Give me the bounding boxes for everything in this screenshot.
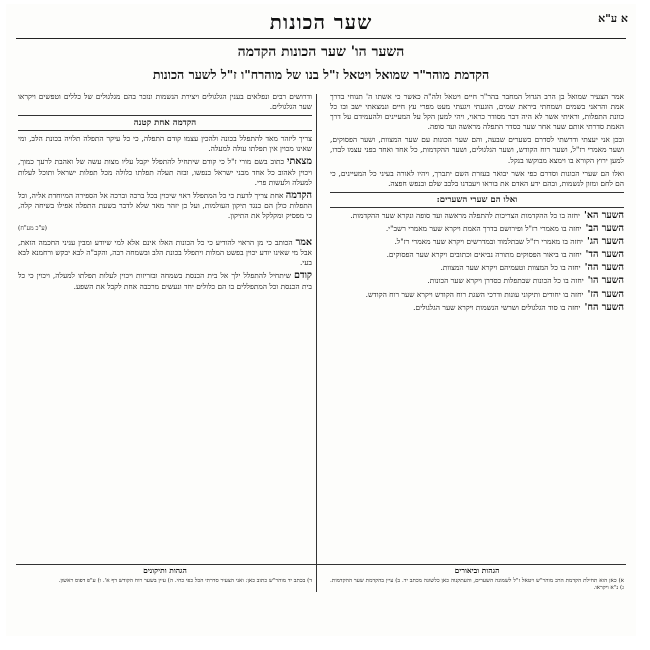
paragraph <box>18 191 312 221</box>
section-subtitle: השער הו' שער הכונות הקדמה <box>237 44 405 60</box>
source-note: (ע"כ מע"ח) <box>18 225 47 233</box>
notes-heading: הגהות ותיקונים <box>143 566 187 575</box>
paragraph-text: אחת צריך לדעת כי כל המתפלל ראוי שיכוין בכל ברכה וברכה אל הספירה המיוחדת אליה, וכל התפלות כולן הם כנגד תיקון העולמות, ועל כן יזהר מאד שלא לדבר בשעת התפלה אפילו בשיחה קלה, כי מפסיק ומקלקל את התיקון. <box>18 190 312 220</box>
paragraph <box>18 271 312 291</box>
notes-divider <box>16 564 626 565</box>
gate-name: השער הג' <box>586 236 624 248</box>
footnotes-text: ד) בכתב יד מוהר"ש כתוב כאן: ואני הצעיר סדרתי הכל כפי כחי. ה) עיין בשער רוח הקודש דף א'. ו) ע"פ דפוס ראשון. <box>58 578 312 584</box>
paragraph-text: כתוב בשם מורי ז"ל כי קודם שיתחיל להתפלל יקבל עליו מצות עשה של ואהבת לרעך כמוך, ויכוין לאהוב כל אחד מבני ישראל כנפשו, ובזה תעלה תפלתו כלולה מכל תפלות ישראל ותוכל לעלות למעלה ולעשות פרי. <box>18 157 312 187</box>
lead-word: קודם <box>293 270 312 282</box>
lead-word: מצאתי <box>286 156 312 168</box>
lead-word: הקדמה <box>285 189 312 201</box>
gate-text: יחזה בו כל ההקדמות הצריכות להתפלה מראשה ועד סופה ונקרא שער ההקדמות. <box>350 210 580 220</box>
gate-entry <box>330 250 624 260</box>
gate-entry <box>330 224 624 234</box>
paragraph-text: שיתחיל להתפלל ילך אל בית הכנסת בשמחה ובזריזות ויכוין לעלות תפלתו למעלה, ויכוין כי כל בית הכנסת וכל המתפללים בו הם כלולים יחד ונעשים מרכבה אחת לקבל את השפע. <box>18 271 312 291</box>
paragraph: צריך ליזהר מאד להתפלל בכונה ולהכין עצמו קודם התפלה, כי כל עיקר התפלה תלויה בכונת הלב, ומי שאינו מכוין אין תפלתו עולה למעלה. <box>18 134 312 154</box>
gate-text: יחזה בו כל הכונות שבתפלות כסדרן ויקרא שער הכונות. <box>427 276 584 286</box>
paragraph <box>18 157 312 187</box>
gate-entry <box>330 303 624 313</box>
page-number: א ע"א <box>598 12 628 25</box>
gate-entry <box>330 263 624 273</box>
gate-text: יחזה בו מאמרי רז"ל ופירושם בדרך האמת ויקרא שער מאמרי רשב"י. <box>385 224 582 234</box>
gate-entry <box>330 237 624 247</box>
paragraph: אמר הצעיר שמואל בן הרב הגדול המחבר בהר"ר חיים ויטאל זלה"ה כאשר כי אשתו ה' תנוחי בדרך אמת והראני בשמים ושמחתי ביראת שמים, הוגעתי ויגעתי מעט מפרי עץ חיים ונמצאתי ישב ובו כל כוונת התפלות, וראיתי אשר לא היה דבר מסודר כראוי, ויהי למען הקל על המעיינים ולהעמידם על דרך האמת סדרתי אותם שער אחר שער כסדר התפלה מראשה ועד סופה. <box>330 92 624 132</box>
paragraph: ואלו הם שערי הכונות וסדרם כפי אשר יבואר בעזרת השם יתברך, ויהיו לאורה בעיני כל המעיינים, כי הם לחם ומזון לנשמות, ובהם ידע האדם את בוראו ויעבדנו בלבב שלם ובנפש חפצה. <box>330 168 624 188</box>
gate-name: השער הו' <box>587 275 624 287</box>
book-page <box>6 4 636 636</box>
lead-word: אמר <box>295 237 312 249</box>
section-heading: הקדמה אחת קטנה <box>18 115 312 131</box>
paragraph <box>18 238 312 268</box>
gate-text: יחזה בו יחודים ותיקוני עונות ודרכי השגת רוח הקודש ויקרא שער רוח הקודש. <box>365 289 584 299</box>
page-title: שער הכונות <box>269 10 373 34</box>
gates-heading: ואלו הם שערי השערים: <box>330 192 624 208</box>
gate-name: השער הז' <box>587 288 624 300</box>
gate-entry <box>330 211 624 221</box>
gate-entry <box>330 290 624 300</box>
right-text-column <box>330 92 624 316</box>
gate-entry <box>330 276 624 286</box>
paragraph: ודרושים רבים ונפלאים בענין הגלגולים ויצירת הנשמות ונזכר בהם מגלגולים של כללים וטפשים ויקראו שער הגלגולים. <box>18 92 312 112</box>
gate-name: השער הח' <box>584 301 624 313</box>
gate-text: יחזה בו ביאור הפסוקים מתורה נביאים וכתובים ויקרא שער הפסוקים. <box>386 250 582 260</box>
gate-text: יחזה בו כל המצוות וטעמיהם ויקרא שער המצוות. <box>440 263 581 273</box>
column-divider <box>316 94 317 592</box>
left-text-column <box>18 92 312 295</box>
paragraph-text: הכותב כי מן הראוי להודיע כי כל הכונות האלו אינם אלא למי שיודע ומבין עניני החכמה הזאת, אבל מי שאינו יודע יכוין בפשט המלות ויתפלל בכונת הלב ובשמחה רבה, והקב"ה לבא יבקש ורחמנא לבא בעי. <box>18 238 312 268</box>
introduction-heading: הקדמת מוהר"ר שמואל ויטאל ז"ל בנו של מוהרח"ו ז"ל לשער הכונות <box>152 67 490 82</box>
paragraph: ובכן אני יעצתי ודרשתי לסדרם בשערים שבעה, והם שער הכונות עם שער המצוות, ושער הפסוקים, ושער מאמרי רז"ל, ושער רוח הקודש, ושער הגלגולים, ושער ההקדמות, כל אחד ואחד בפני עצמו לבדו, למען ירוץ הקורא בו וימצא מבוקשו בנקל. <box>330 135 624 165</box>
gate-text: יחזה בו סוד הגלגולים ושרשי הנשמות ויקרא שער הגלגולים. <box>413 302 581 312</box>
footnotes-text: א) כאן הוא תחילת הקדמת הרב מוהר"ש ויטאל ז"ל לשמונה השערים, והעתקנוה כאן כלשונה מכתב יד. ב) עיין בהקדמת שער ההקדמות. ג) נ"א ויקראו. <box>330 578 624 592</box>
gate-text: יחזה בו מאמרי רז"ל שבתלמוד ובמדרשים ויקרא שער מאמרי רז"ל. <box>394 237 583 247</box>
title-divider <box>16 38 626 39</box>
gate-name: השער הה' <box>584 262 624 274</box>
gate-name: השער הד' <box>585 249 624 261</box>
notes-heading: הגהות וביאורים <box>454 566 500 575</box>
gate-name: השער הא' <box>583 209 624 221</box>
gate-name: השער הב' <box>585 223 624 235</box>
